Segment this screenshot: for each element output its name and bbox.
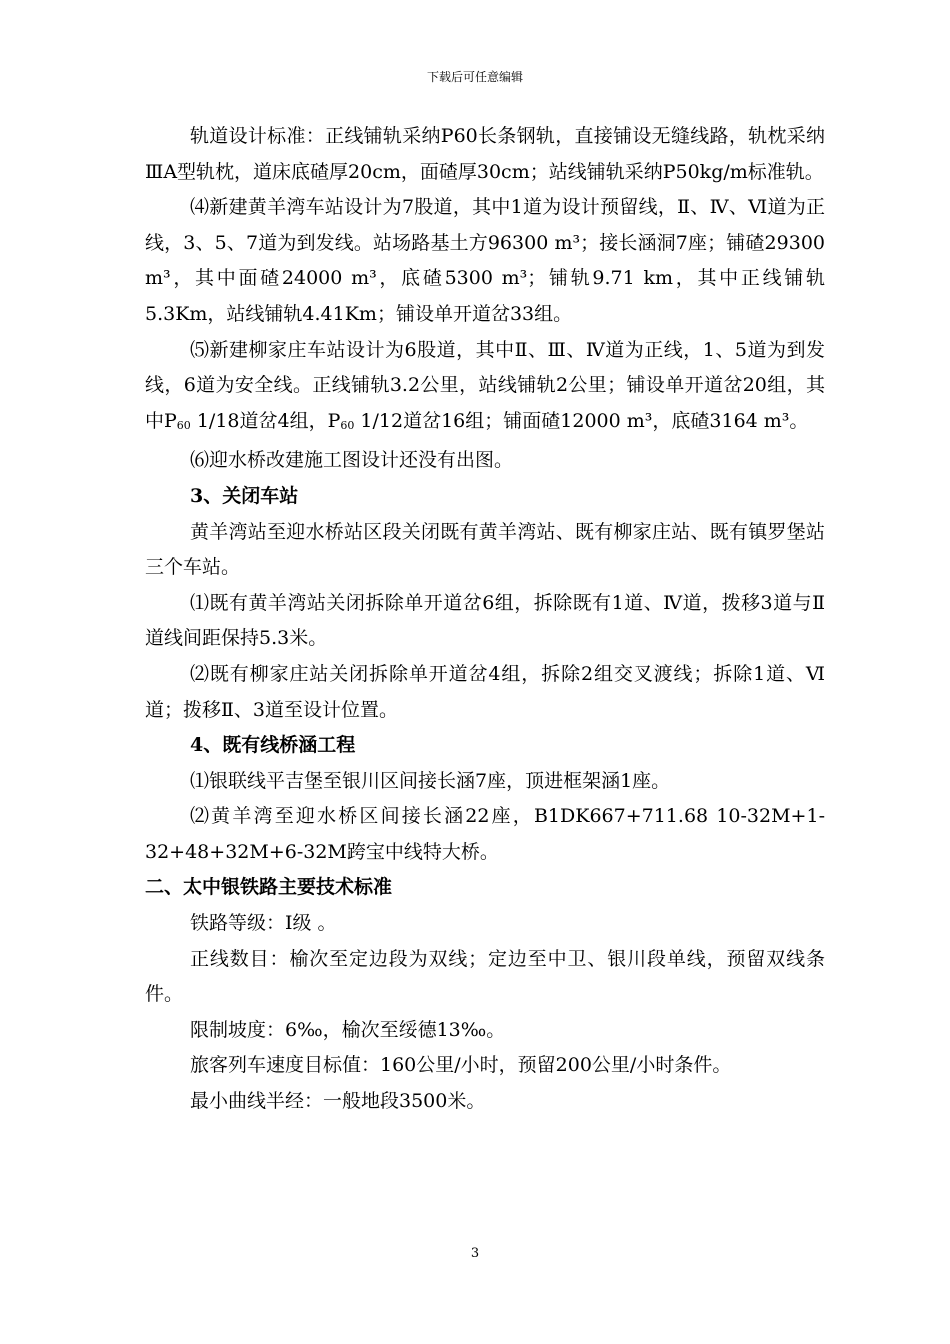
page-header: 下载后可任意编辑 [426, 70, 523, 84]
paragraph-close-huangyangwan: ⑴既有黄羊湾站关闭拆除单开道岔6组，拆除既有1道、Ⅳ道，拨移3道与Ⅱ道线间距保持5.3米。 [145, 591, 825, 650]
paragraph-yingshuiqiao: ⑹迎水桥改建施工图设计还没有出图。 [190, 449, 514, 472]
subscript: 60 [176, 418, 191, 432]
paragraph-liujiazhuang-station: ⑸新建柳家庄车站设计为6股道，其中Ⅱ、Ⅲ、Ⅳ道为正线，1、5道为到发线，6道为安全线。正线铺轨3.2公里，站线铺轨2公里；铺设单开道岔20组，其中P60 1/18道岔4组，P60 1/12道岔16组；铺面碴12000 m³，底碴3164 m³。 [145, 338, 825, 432]
paragraph-close-intro: 黄羊湾站至迎水桥站区段关闭既有黄羊湾站、既有柳家庄站、既有镇罗堡站三个车站。 [145, 520, 825, 579]
paragraph-bridges-1: ⑴银联线平吉堡至银川区间接长涵7座，顶进框架涵1座。 [190, 769, 671, 792]
paragraph-bridges-2: ⑵黄羊湾至迎水桥区间接长涵22座，B1DK667+711.68 10-32M+1-32+48+32M+6-32M跨宝中线特大桥。 [145, 805, 825, 863]
paragraph-track-standard: 轨道设计标准：正线铺轨采纳P60长条钢轨，直接铺设无缝线路，轨枕采纳ⅢA型轨枕，道床底碴厚20cm，面碴厚30cm；站线铺轨采纳P50kg/m标准轨。 [145, 125, 825, 183]
heading-technical-standards: 二、太中银铁路主要技术标准 [145, 876, 393, 899]
heading-bridges: 4、既有线桥涵工程 [190, 734, 356, 757]
heading-close-stations: 3、关闭车站 [190, 484, 299, 507]
paragraph-main-lines: 正线数目：榆次至定边段为双线；定边至中卫、银川段单线，预留双线条件。 [145, 947, 825, 1006]
paragraph-gradient: 限制坡度：6‰，榆次至绥德13‰。 [190, 1018, 506, 1041]
paragraph-railway-grade: 铁路等级：Ⅰ级 。 [190, 912, 337, 935]
paragraph-speed: 旅客列车速度目标值：160公里/小时，预留200公里/小时条件。 [190, 1054, 732, 1077]
subscript: 60 [340, 418, 355, 432]
document-body [145, 119, 825, 1120]
paragraph-curve-radius: 最小曲线半经：一般地段3500米。 [190, 1090, 486, 1113]
page-number: 3 [470, 1246, 480, 1261]
paragraph-huangyangwan-station: ⑷新建黄羊湾车站设计为7股道，其中1道为设计预留线，Ⅱ、Ⅳ、Ⅵ道为正线，3、5、7道为到发线。站场路基土方96300 m³；接长涵洞7座；铺碴29300 m³，其中面碴24000 m³，底碴5300 m³；铺轨9.71 km，其中正线铺轨5.3Km，站线铺轨4.41Km；铺设单开道岔33组。 [145, 196, 825, 325]
paragraph-close-liujiazhuang: ⑵既有柳家庄站关闭拆除单开道岔4组，拆除2组交叉渡线；拆除1道、Ⅵ道；拨移Ⅱ、3道至设计位置。 [145, 662, 825, 721]
